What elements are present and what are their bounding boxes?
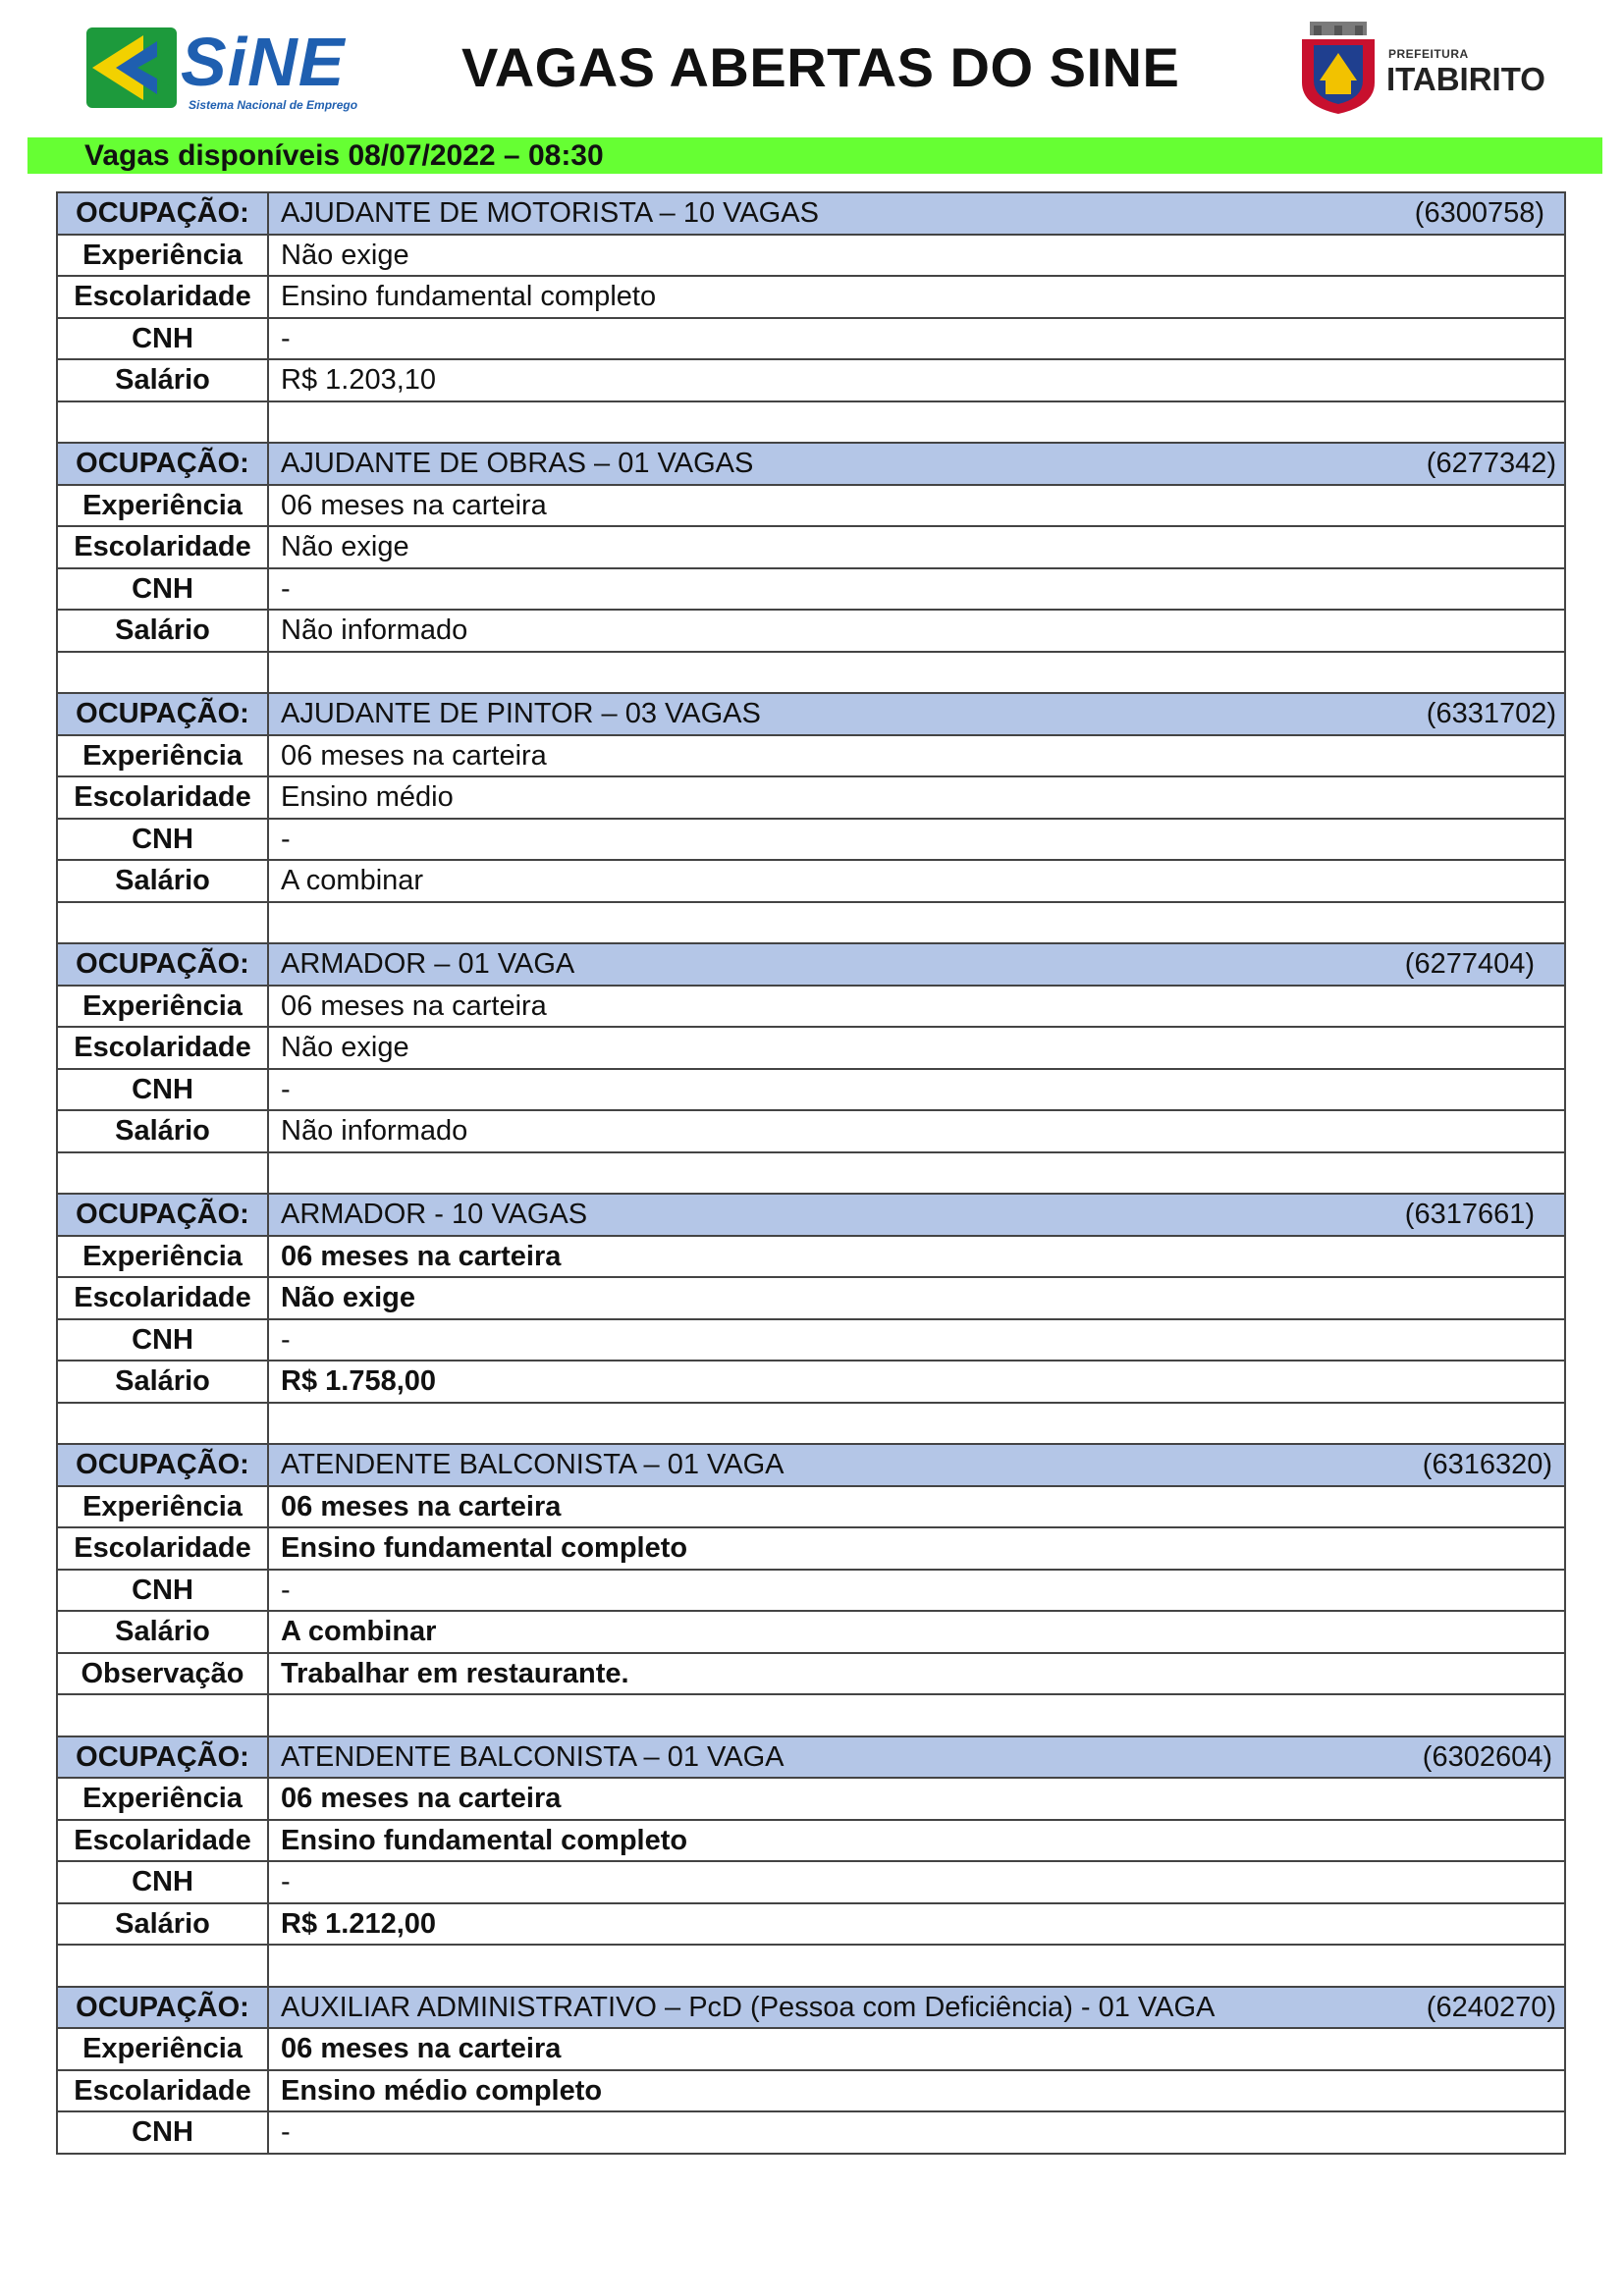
occupation-code: (6317661) bbox=[1404, 1199, 1535, 1231]
table-row bbox=[57, 735, 1565, 777]
table-row bbox=[57, 359, 1565, 401]
table-row bbox=[57, 276, 1565, 318]
spacer-row bbox=[57, 1152, 1565, 1195]
cnh-value: - bbox=[268, 1319, 1565, 1362]
table-row bbox=[57, 2111, 1565, 2154]
occupation-cell bbox=[268, 1194, 1565, 1236]
table-row bbox=[57, 986, 1565, 1028]
salary-value: R$ 1.212,00 bbox=[268, 1903, 1565, 1946]
occupation-title: AJUDANTE DE MOTORISTA – 10 VAGAS bbox=[281, 197, 819, 230]
experience-label: Experiência bbox=[57, 1486, 268, 1528]
schooling-value: Não exige bbox=[268, 526, 1565, 568]
table-row bbox=[57, 1527, 1565, 1570]
salary-value: R$ 1.203,10 bbox=[268, 359, 1565, 401]
table-row bbox=[57, 1570, 1565, 1612]
table-row bbox=[57, 192, 1565, 235]
occupation-label: OCUPAÇÃO: bbox=[57, 693, 268, 735]
schooling-value: Ensino médio completo bbox=[268, 2070, 1565, 2112]
occupation-title: ATENDENTE BALCONISTA – 01 VAGA bbox=[281, 1740, 785, 1773]
occupation-label: OCUPAÇÃO: bbox=[57, 943, 268, 986]
spacer-row bbox=[57, 1403, 1565, 1445]
spacer-cell bbox=[57, 652, 268, 694]
experience-value: 06 meses na carteira bbox=[268, 986, 1565, 1028]
schooling-value: Ensino fundamental completo bbox=[268, 1820, 1565, 1862]
occupation-cell bbox=[268, 693, 1565, 735]
salary-value: Não informado bbox=[268, 610, 1565, 652]
cnh-value: - bbox=[268, 2111, 1565, 2154]
table-row bbox=[57, 1903, 1565, 1946]
table-row bbox=[57, 443, 1565, 485]
table-row bbox=[57, 1653, 1565, 1695]
cnh-value: - bbox=[268, 1069, 1565, 1111]
cnh-label: CNH bbox=[57, 2111, 268, 2154]
schooling-value: Ensino fundamental completo bbox=[268, 276, 1565, 318]
sine-logo bbox=[86, 22, 361, 116]
experience-label: Experiência bbox=[57, 986, 268, 1028]
experience-label: Experiência bbox=[57, 235, 268, 277]
schooling-value: Não exige bbox=[268, 1277, 1565, 1319]
experience-label: Experiência bbox=[57, 2028, 268, 2070]
cnh-label: CNH bbox=[57, 1570, 268, 1612]
experience-value: 06 meses na carteira bbox=[268, 1778, 1565, 1820]
page-header bbox=[0, 0, 1624, 137]
table-row bbox=[57, 610, 1565, 652]
experience-label: Experiência bbox=[57, 1778, 268, 1820]
occupation-label: OCUPAÇÃO: bbox=[57, 1194, 268, 1236]
occupation-cell bbox=[268, 1987, 1565, 2029]
cnh-label: CNH bbox=[57, 1069, 268, 1111]
occupation-label: OCUPAÇÃO: bbox=[57, 443, 268, 485]
table-row bbox=[57, 819, 1565, 861]
table-row bbox=[57, 1194, 1565, 1236]
schooling-label: Escolaridade bbox=[57, 1277, 268, 1319]
occupation-cell bbox=[268, 1444, 1565, 1486]
page-title: VAGAS ABERTAS DO SINE bbox=[461, 36, 1180, 98]
date-banner bbox=[27, 137, 1602, 174]
cnh-value: - bbox=[268, 1570, 1565, 1612]
experience-value: Não exige bbox=[268, 235, 1565, 277]
occupation-code: (6277404) bbox=[1404, 948, 1535, 981]
occupation-code: (6331702) bbox=[1426, 698, 1556, 730]
city-crest-icon bbox=[1296, 22, 1380, 116]
spacer-cell bbox=[57, 401, 268, 444]
cnh-label: CNH bbox=[57, 819, 268, 861]
table-row bbox=[57, 1236, 1565, 1278]
table-row bbox=[57, 2028, 1565, 2070]
occupation-title: ATENDENTE BALCONISTA – 01 VAGA bbox=[281, 1449, 785, 1481]
spacer-cell bbox=[268, 652, 1565, 694]
sine-logo-text: SiNE bbox=[181, 24, 346, 100]
table-row bbox=[57, 1069, 1565, 1111]
salary-value: Não informado bbox=[268, 1110, 1565, 1152]
salary-value: A combinar bbox=[268, 1611, 1565, 1653]
occupation-code: (6300758) bbox=[1414, 197, 1544, 230]
schooling-label: Escolaridade bbox=[57, 1527, 268, 1570]
table-row bbox=[57, 776, 1565, 819]
experience-value: 06 meses na carteira bbox=[268, 1486, 1565, 1528]
occupation-title: AJUDANTE DE PINTOR – 03 VAGAS bbox=[281, 698, 761, 730]
cnh-value: - bbox=[268, 1861, 1565, 1903]
occupation-code: (6277342) bbox=[1426, 448, 1556, 480]
table-row bbox=[57, 1987, 1565, 2029]
salary-value: R$ 1.758,00 bbox=[268, 1361, 1565, 1403]
table-row bbox=[57, 1277, 1565, 1319]
spacer-row bbox=[57, 652, 1565, 694]
spacer-cell bbox=[268, 401, 1565, 444]
spacer-row bbox=[57, 902, 1565, 944]
table-row bbox=[57, 693, 1565, 735]
occupation-code: (6316320) bbox=[1422, 1449, 1552, 1481]
cnh-value: - bbox=[268, 568, 1565, 611]
occupation-title: ARMADOR - 10 VAGAS bbox=[281, 1199, 588, 1231]
brazil-flag-icon bbox=[86, 27, 177, 108]
cnh-label: CNH bbox=[57, 318, 268, 360]
spacer-row bbox=[57, 401, 1565, 444]
observation-value: Trabalhar em restaurante. bbox=[268, 1653, 1565, 1695]
salary-label: Salário bbox=[57, 860, 268, 902]
spacer-cell bbox=[57, 1403, 268, 1445]
table-row bbox=[57, 1444, 1565, 1486]
experience-value: 06 meses na carteira bbox=[268, 735, 1565, 777]
occupation-title: AUXILIAR ADMINISTRATIVO – PcD (Pessoa com Deficiência) - 01 VAGA bbox=[281, 1991, 1216, 2023]
occupation-title: AJUDANTE DE OBRAS – 01 VAGAS bbox=[281, 448, 754, 480]
occupation-cell bbox=[268, 943, 1565, 986]
experience-value: 06 meses na carteira bbox=[268, 485, 1565, 527]
occupation-label: OCUPAÇÃO: bbox=[57, 1444, 268, 1486]
table-row bbox=[57, 2070, 1565, 2112]
schooling-label: Escolaridade bbox=[57, 2070, 268, 2112]
spacer-cell bbox=[57, 1694, 268, 1736]
spacer-cell bbox=[57, 1152, 268, 1195]
table-row bbox=[57, 1110, 1565, 1152]
prefeitura-logo bbox=[1296, 22, 1545, 116]
salary-label: Salário bbox=[57, 1110, 268, 1152]
schooling-label: Escolaridade bbox=[57, 526, 268, 568]
table-row bbox=[57, 1736, 1565, 1779]
spacer-cell bbox=[268, 902, 1565, 944]
cnh-value: - bbox=[268, 318, 1565, 360]
occupation-title: ARMADOR – 01 VAGA bbox=[281, 948, 575, 981]
spacer-row bbox=[57, 1694, 1565, 1736]
schooling-label: Escolaridade bbox=[57, 1820, 268, 1862]
table-row bbox=[57, 1486, 1565, 1528]
occupation-cell bbox=[268, 443, 1565, 485]
schooling-label: Escolaridade bbox=[57, 776, 268, 819]
experience-label: Experiência bbox=[57, 1236, 268, 1278]
table-row bbox=[57, 568, 1565, 611]
jobs-table bbox=[56, 191, 1566, 2155]
table-row bbox=[57, 1778, 1565, 1820]
cnh-label: CNH bbox=[57, 1319, 268, 1362]
spacer-cell bbox=[268, 1152, 1565, 1195]
experience-value: 06 meses na carteira bbox=[268, 1236, 1565, 1278]
schooling-value: Ensino fundamental completo bbox=[268, 1527, 1565, 1570]
prefeitura-label: PREFEITURA bbox=[1388, 47, 1469, 61]
salary-label: Salário bbox=[57, 1903, 268, 1946]
spacer-cell bbox=[268, 1694, 1565, 1736]
spacer-cell bbox=[268, 1403, 1565, 1445]
spacer-row bbox=[57, 1945, 1565, 1987]
table-row bbox=[57, 1027, 1565, 1069]
schooling-value: Não exige bbox=[268, 1027, 1565, 1069]
spacer-cell bbox=[268, 1945, 1565, 1987]
table-row bbox=[57, 318, 1565, 360]
table-row bbox=[57, 1611, 1565, 1653]
date-banner-text: Vagas disponíveis 08/07/2022 – 08:30 bbox=[84, 139, 604, 172]
table-row bbox=[57, 1820, 1565, 1862]
occupation-code: (6240270) bbox=[1426, 1991, 1556, 2023]
occupation-label: OCUPAÇÃO: bbox=[57, 1736, 268, 1779]
occupation-code: (6302604) bbox=[1422, 1740, 1552, 1773]
table-row bbox=[57, 1361, 1565, 1403]
cnh-label: CNH bbox=[57, 1861, 268, 1903]
table-row bbox=[57, 860, 1565, 902]
city-name: ITABIRITO bbox=[1386, 61, 1545, 97]
table-row bbox=[57, 1861, 1565, 1903]
table-row bbox=[57, 1319, 1565, 1362]
observation-label: Observação bbox=[57, 1653, 268, 1695]
occupation-cell bbox=[268, 192, 1565, 235]
salary-label: Salário bbox=[57, 610, 268, 652]
occupation-cell bbox=[268, 1736, 1565, 1779]
experience-value: 06 meses na carteira bbox=[268, 2028, 1565, 2070]
schooling-label: Escolaridade bbox=[57, 276, 268, 318]
schooling-label: Escolaridade bbox=[57, 1027, 268, 1069]
salary-value: A combinar bbox=[268, 860, 1565, 902]
schooling-value: Ensino médio bbox=[268, 776, 1565, 819]
spacer-cell bbox=[57, 1945, 268, 1987]
table-row bbox=[57, 485, 1565, 527]
table-row bbox=[57, 235, 1565, 277]
table-row bbox=[57, 943, 1565, 986]
salary-label: Salário bbox=[57, 1361, 268, 1403]
salary-label: Salário bbox=[57, 359, 268, 401]
experience-label: Experiência bbox=[57, 735, 268, 777]
experience-label: Experiência bbox=[57, 485, 268, 527]
spacer-cell bbox=[57, 902, 268, 944]
cnh-label: CNH bbox=[57, 568, 268, 611]
cnh-value: - bbox=[268, 819, 1565, 861]
occupation-label: OCUPAÇÃO: bbox=[57, 1987, 268, 2029]
sine-logo-subtitle: Sistema Nacional de Emprego bbox=[189, 98, 358, 112]
salary-label: Salário bbox=[57, 1611, 268, 1653]
table-row bbox=[57, 526, 1565, 568]
occupation-label: OCUPAÇÃO: bbox=[57, 192, 268, 235]
